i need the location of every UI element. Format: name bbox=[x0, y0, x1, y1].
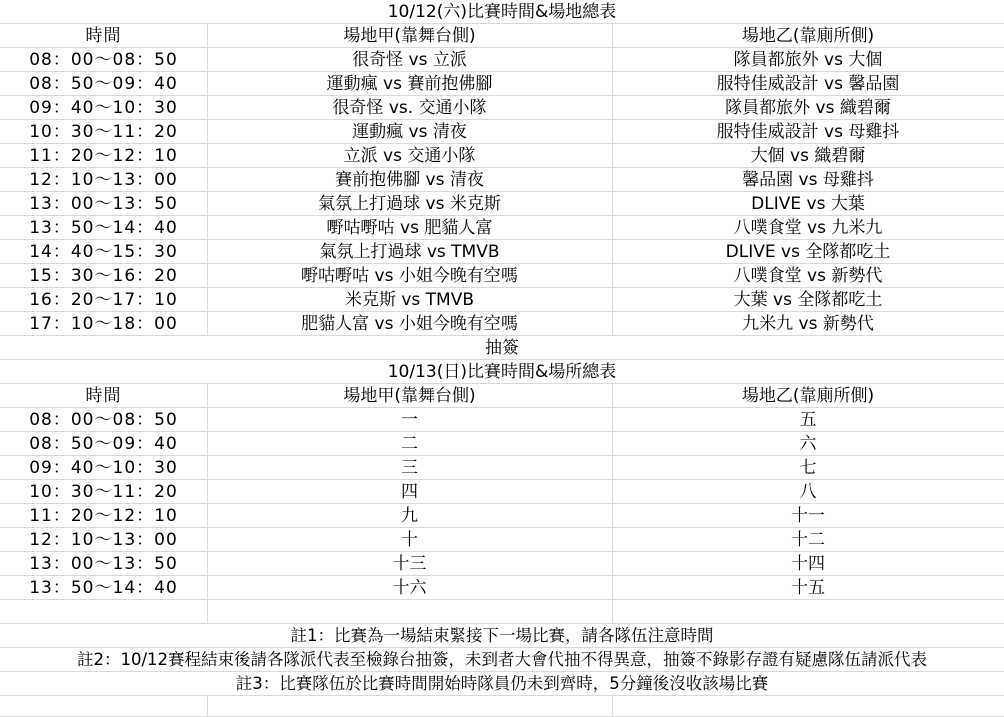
table-row bbox=[0, 456, 1004, 480]
court-a-slot: 十六 bbox=[392, 578, 427, 598]
time-slot: 11：20～12：10 bbox=[29, 506, 178, 526]
draw-label: 抽簽 bbox=[485, 338, 519, 358]
draw-row bbox=[0, 336, 1004, 360]
time-slot: 08：50～09：40 bbox=[29, 74, 178, 94]
day2-header-time: 時間 bbox=[85, 386, 122, 406]
time-slot: 09：40～10：30 bbox=[29, 98, 178, 118]
empty-row bbox=[0, 600, 1004, 624]
table-row bbox=[0, 240, 1004, 264]
day1-header-court-b: 場地乙(靠廁所側) bbox=[741, 26, 875, 46]
note-2: 註2：10/12賽程結束後請各隊派代表至檢錄台抽簽，未到者大會代抽不得異意，抽簽不錄影存證有疑慮隊伍請派代表 bbox=[76, 650, 928, 669]
day1-header-row bbox=[0, 24, 1004, 48]
time-slot: 15：30～16：20 bbox=[29, 266, 178, 286]
court-a-match: 運動瘋 vs 賽前抱佛腳 bbox=[326, 74, 493, 94]
court-a-slot: 三 bbox=[401, 458, 418, 478]
table-row bbox=[0, 576, 1004, 600]
court-a-match: 運動瘋 vs 清夜 bbox=[352, 122, 467, 142]
court-a-match: 氣氛上打過球 vs 米克斯 bbox=[318, 194, 501, 214]
grid-line bbox=[207, 24, 208, 336]
table-row bbox=[0, 72, 1004, 96]
note-1: 註1：比賽為一場結束緊接下一場比賽，請各隊伍注意時間 bbox=[290, 626, 714, 645]
table-row bbox=[0, 288, 1004, 312]
table-row bbox=[0, 168, 1004, 192]
time-slot: 10：30～11：20 bbox=[29, 482, 178, 502]
court-b-match: DLIVE vs 全隊都吃土 bbox=[725, 242, 891, 262]
court-b-slot: 十二 bbox=[791, 530, 825, 550]
day1-title: 10/12(六)比賽時間&場地總表 bbox=[387, 2, 617, 22]
court-a-slot: 一 bbox=[401, 410, 418, 430]
court-b-match: 九米九 vs 新勢代 bbox=[742, 314, 874, 334]
table-row bbox=[0, 408, 1004, 432]
court-b-slot: 八 bbox=[799, 482, 817, 502]
day1-header-time: 時間 bbox=[85, 26, 122, 46]
time-slot: 14：40～15：30 bbox=[29, 242, 178, 262]
table-row bbox=[0, 528, 1004, 552]
court-a-match: 賽前抱佛腳 vs 清夜 bbox=[335, 170, 484, 190]
court-b-slot: 五 bbox=[799, 410, 817, 430]
time-slot: 12：10～13：00 bbox=[29, 530, 178, 550]
table-row bbox=[0, 264, 1004, 288]
court-a-match: 很奇怪 vs. 交通小隊 bbox=[332, 98, 487, 118]
table-row bbox=[0, 144, 1004, 168]
table-row bbox=[0, 432, 1004, 456]
table-row bbox=[0, 504, 1004, 528]
table-row bbox=[0, 96, 1004, 120]
court-b-match: 馨品園 vs 母雞抖 bbox=[742, 170, 874, 190]
time-slot: 08：00～08：50 bbox=[29, 410, 178, 430]
table-row bbox=[0, 192, 1004, 216]
table-row bbox=[0, 312, 1004, 336]
time-slot: 16：20～17：10 bbox=[29, 290, 178, 310]
court-a-slot: 十 bbox=[401, 530, 418, 550]
time-slot: 13：00～13：50 bbox=[29, 554, 178, 574]
court-a-slot: 九 bbox=[401, 506, 418, 526]
court-a-match: 很奇怪 vs 立派 bbox=[352, 50, 467, 70]
court-b-slot: 七 bbox=[799, 458, 817, 478]
empty-row bbox=[0, 696, 1004, 717]
court-a-match: 嘢咕嘢咕 vs 肥貓人富 bbox=[326, 218, 493, 238]
time-slot: 17：10～18：00 bbox=[29, 314, 178, 334]
time-slot: 12：10～13：00 bbox=[29, 170, 178, 190]
court-b-match: 隊員都旅外 vs 織碧爾 bbox=[725, 98, 891, 118]
grid-line bbox=[207, 384, 208, 624]
note-row bbox=[0, 648, 1004, 672]
court-b-match: 隊員都旅外 vs 大個 bbox=[733, 50, 883, 70]
court-a-match: 米克斯 vs TMVB bbox=[344, 290, 475, 310]
table-row bbox=[0, 48, 1004, 72]
grid-line bbox=[207, 696, 208, 717]
grid-line bbox=[612, 24, 613, 336]
note-3: 註3：比賽隊伍於比賽時間開始時隊員仍未到齊時，5分鐘後沒收該場比賽 bbox=[235, 674, 769, 693]
court-b-match: 八噗食堂 vs 新勢代 bbox=[733, 266, 883, 286]
time-slot: 13：50～14：40 bbox=[29, 218, 178, 238]
time-slot: 08：00～08：50 bbox=[29, 50, 178, 70]
court-b-match: 八噗食堂 vs 九米九 bbox=[733, 218, 883, 238]
day1-header-court-a: 場地甲(靠舞台側) bbox=[343, 26, 476, 46]
day2-header-row bbox=[0, 384, 1004, 408]
time-slot: 08：50～09：40 bbox=[29, 434, 178, 454]
court-b-match: 大個 vs 織碧爾 bbox=[750, 146, 866, 166]
time-slot: 11：20～12：10 bbox=[29, 146, 178, 166]
day2-header-court-b: 場地乙(靠廁所側) bbox=[741, 386, 875, 406]
table-row bbox=[0, 480, 1004, 504]
day2-title-row bbox=[0, 360, 1004, 384]
court-a-slot: 四 bbox=[401, 482, 418, 502]
table-row bbox=[0, 216, 1004, 240]
court-b-slot: 十一 bbox=[791, 506, 825, 526]
court-a-slot: 二 bbox=[401, 434, 418, 454]
time-slot: 10：30～11：20 bbox=[29, 122, 178, 142]
court-b-match: 服特佳威設計 vs 馨品園 bbox=[716, 74, 900, 94]
grid-line bbox=[612, 696, 613, 717]
court-b-slot: 十四 bbox=[791, 554, 825, 574]
time-slot: 13：50～14：40 bbox=[29, 578, 178, 598]
court-b-match: 大葉 vs 全隊都吃土 bbox=[733, 290, 883, 310]
court-b-match: 服特佳威設計 vs 母雞抖 bbox=[716, 122, 900, 142]
grid-line bbox=[612, 384, 613, 624]
court-a-match: 氣氛上打過球 vs TMVB bbox=[319, 242, 500, 262]
table-row bbox=[0, 120, 1004, 144]
day1-title-row bbox=[0, 0, 1004, 24]
court-b-match: DLIVE vs 大葉 bbox=[751, 194, 865, 214]
day2-title: 10/13(日)比賽時間&場所總表 bbox=[387, 362, 617, 382]
time-slot: 09：40～10：30 bbox=[29, 458, 178, 478]
court-b-slot: 六 bbox=[799, 434, 817, 454]
time-slot: 13：00～13：50 bbox=[29, 194, 178, 214]
note-row bbox=[0, 624, 1004, 648]
table-row bbox=[0, 552, 1004, 576]
day2-header-court-a: 場地甲(靠舞台側) bbox=[343, 386, 476, 406]
court-a-match: 立派 vs 交通小隊 bbox=[343, 146, 476, 166]
court-a-match: 嘢咕嘢咕 vs 小姐今晚有空嗎 bbox=[301, 266, 518, 286]
court-a-match: 肥貓人富 vs 小姐今晚有空嗎 bbox=[301, 314, 518, 334]
court-b-slot: 十五 bbox=[791, 578, 825, 598]
note-row bbox=[0, 672, 1004, 696]
court-a-slot: 十三 bbox=[392, 554, 427, 574]
